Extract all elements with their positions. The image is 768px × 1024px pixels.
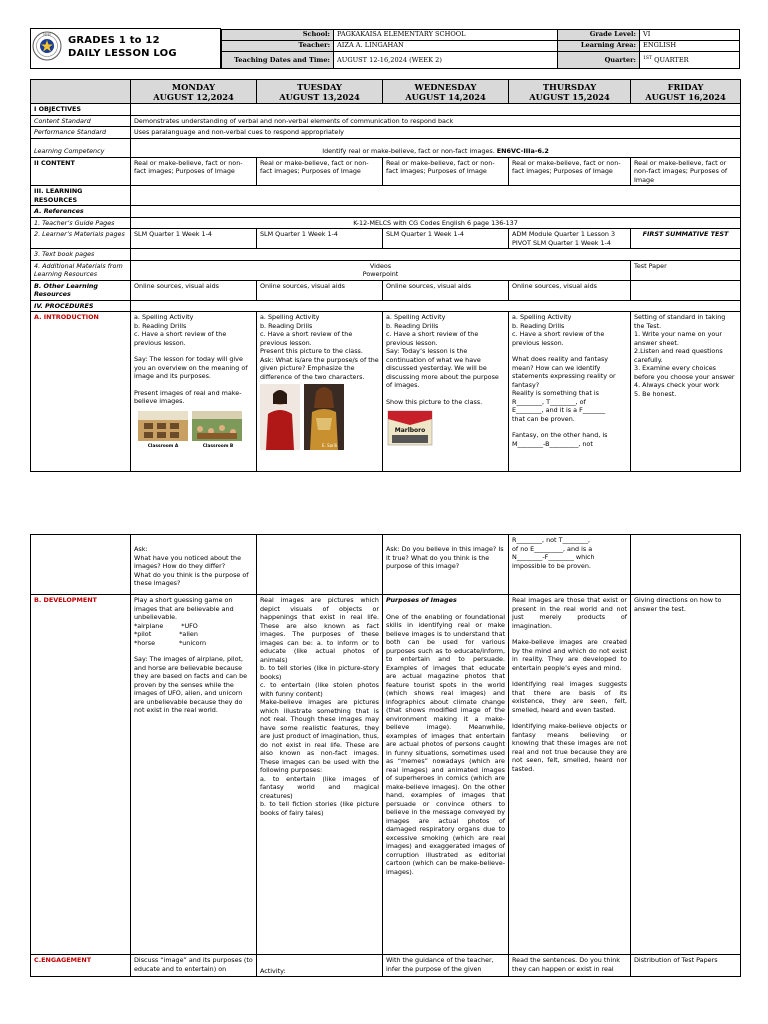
content-standard-value: Demonstrates understanding of verbal and non-verbal elements of communication to respond back	[131, 115, 741, 127]
engagement-thursday: Read the sentences. Do you think they can happen or exist in real	[509, 955, 631, 977]
reality-line: that can be proven.	[512, 414, 575, 423]
content-thursday: Real or make-believe, fact or non-fact images; Purposes of Image	[509, 157, 631, 186]
guess-pair	[134, 639, 253, 648]
dev-paragraph: b. to tell fiction stories (like picture books of fairy tales)	[260, 800, 379, 817]
other-thursday: Online sources, visual aids	[509, 280, 631, 300]
lesson-table-page-2	[30, 534, 741, 977]
guess-pair	[134, 630, 253, 639]
intro-thursday	[509, 312, 631, 472]
development-monday	[131, 595, 257, 955]
ask-question: What have you noticed about the images? How do they differ?	[134, 553, 242, 570]
caption-character: E. Sarili	[322, 443, 338, 448]
resources-label: III. LEARNING RESOURCES	[31, 186, 131, 206]
dev-paragraph: Make-believe images are pictures which illustrate something that is not real. Though these images may have some realistic features, they are just product of imagination, thus, do not exist in real life. These are also known as non-fact images. These images can be used with the following purposes:	[260, 698, 379, 774]
engagement-monday: Discuss “image” and its purposes (to educate and to entertain) on	[131, 955, 257, 977]
day-date: AUGUST 16,2024	[645, 91, 726, 102]
other-tuesday: Online sources, visual aids	[257, 280, 383, 300]
dev-paragraph: c. to entertain (like stolen photos with funny content)	[260, 681, 379, 698]
classroom-images	[134, 409, 246, 449]
continuation-label	[31, 535, 131, 595]
day-header-friday	[631, 80, 741, 104]
day-header-tuesday	[257, 80, 383, 104]
intro-step: a. Spelling Activity	[386, 313, 446, 321]
content-monday: Real or make-believe, fact or non-fact images; Purposes of Image	[131, 157, 257, 186]
continuation-thursday	[509, 535, 631, 595]
guess-item: *UFO	[181, 621, 198, 630]
additional-materials-label: 4. Additional Materials from Learning Resources	[31, 260, 131, 280]
intro-monday-say: Say: The lesson for today will give you an overview on the meaning of image and its purposes.	[134, 355, 248, 380]
dev-paragraph: a. to entertain (like images of fantasy world and magical creatures)	[260, 774, 379, 800]
competency-text: Identify real or make-believe, fact or non-fact images.	[322, 147, 495, 155]
purposes-title: Purposes of Images	[386, 596, 457, 604]
tg-label: 1. Teacher’s Guide Pages	[31, 217, 131, 229]
lesson-table-page-1	[30, 79, 741, 472]
performance-standard-label: Performance Standard	[31, 127, 131, 139]
dev-paragraph: Make-believe images are created by the mind and which do not exist in reality. They are developed to entertain people’s eyes and mind.	[512, 638, 627, 672]
intro-tuesday-present: Present this picture to the class.	[260, 347, 363, 355]
competency-value	[131, 138, 741, 157]
content-tuesday: Real or make-believe, fact or non-fact images; Purposes of Image	[257, 157, 383, 186]
intro-step: c. Have a short review of the previous lesson.	[386, 330, 479, 347]
quarter-value	[640, 52, 740, 69]
lm-thursday	[509, 229, 631, 249]
intro-step: b. Reading Drills	[134, 321, 187, 330]
lm-thursday-line2: PIVOT SLM Quarter 1 Week 1-4	[512, 238, 611, 247]
engagement-wednesday: With the guidance of the teacher, infer the purpose of the given	[383, 955, 509, 977]
intro-friday	[631, 312, 741, 472]
intro-thursday-question: What does reality and fantasy mean? How can we identify statements expressing reality or fantasy?	[512, 355, 616, 389]
dev-paragraph: Real images are pictures which depict visuals of objects or happenings that exist in real life. These are also known as fact images. The purposes of these images can be: a. to inform or to educate (like actual photos of animals)	[260, 596, 379, 664]
other-friday	[631, 280, 741, 300]
test-standard-line: 2.Listen and read questions carefully.	[634, 347, 723, 364]
day-name: TUESDAY	[297, 81, 342, 92]
purposes-body: One of the enabling or foundational skills in identifying real or make believe images is to understand that both can be used for various purposes such as to educate/inform, to entertain and to persuade. Examples of images that educate are actual magazine photos that feature tourist spots in the world (which shows real images) and infographics about climate change (that shows modified image of the environment making it a make-believe image). Meanwhile, examples of images that entertain are actual photos of persons caught in funny situations, sometimes used as “memes” nowadays (which are real images) and animated images of superheroes in comics (which are make-believe images). On the other hand, examples of images that persuade or convince others to believe in the message conveyed by images are actual photos of damaged respiratory organs due to excessive smoking (which are real images) and exaggerated images of corruption illustrated as editorial cartoon (which can be make-believe-images).	[386, 612, 505, 876]
day-header-thursday	[509, 80, 631, 104]
intro-step: a. Spelling Activity	[512, 313, 572, 321]
intro-step: a. Spelling Activity	[260, 313, 320, 321]
svg-text:DEPED: DEPED	[42, 33, 52, 37]
fantasy-line: R________, not T________,	[512, 536, 591, 544]
intro-step: c. Have a short review of the previous lesson.	[512, 330, 605, 347]
fantasy-line: impossible to be proven.	[512, 561, 591, 570]
continuation-monday	[131, 535, 257, 595]
lm-tuesday: SLM Quarter 1 Week 1-4	[257, 229, 383, 249]
other-wednesday: Online sources, visual aids	[383, 280, 509, 300]
development-wednesday	[383, 595, 509, 955]
test-standard-line: 4. Always check your work	[634, 381, 720, 389]
teacher-value: AIZA A. LINGAHAN	[334, 41, 558, 52]
fantasy-line: M________-B_________, not	[512, 439, 593, 448]
teacher-label: Teacher:	[222, 41, 334, 52]
quarter-text: QUARTER	[654, 56, 689, 65]
two-characters-image	[260, 384, 344, 450]
day-date: AUGUST 14,2024	[405, 91, 486, 102]
introduction-label: A. INTRODUCTION	[31, 312, 131, 472]
cigarette-pack-image	[386, 409, 434, 447]
intro-tuesday-ask: Ask: What is/are the purpose/s of the given picture? Emphasize the difference of the two characters.	[260, 355, 379, 381]
title-line-1: GRADES 1 to 12	[68, 35, 160, 46]
intro-step: c. Have a short review of the previous lesson.	[260, 330, 353, 347]
caption-classroom-a: Classroom A	[147, 443, 179, 449]
lesson-log-page-2	[0, 530, 768, 1024]
development-tuesday	[257, 595, 383, 955]
references-label: A. References	[31, 206, 131, 218]
ask-question: What do you think is the purpose of these images?	[134, 570, 249, 587]
engagement-friday: Distribution of Test Papers	[631, 955, 741, 977]
corner-cell	[31, 80, 131, 104]
content-standard-label: Content Standard	[31, 115, 131, 127]
development-thursday	[509, 595, 631, 955]
day-header-wednesday	[383, 80, 509, 104]
development-friday: Giving directions on how to answer the test.	[631, 595, 741, 955]
day-name: THURSDAY	[542, 81, 597, 92]
resources-empty	[131, 186, 741, 206]
intro-step: b. Reading Drills	[386, 321, 439, 330]
intro-wednesday-say: Say: Today’s lesson is the continuation of what we have discussed yesterday. We will be discussing more about the purpose of images.	[386, 347, 499, 389]
tg-value: K-12-MELCS with CG Codes English 6 page 136-137	[131, 217, 741, 229]
content-label: II CONTENT	[31, 157, 131, 186]
guess-item: *pilot	[134, 630, 152, 638]
grade-value: VI	[640, 30, 740, 41]
pack-brand-text: Marlboro	[394, 427, 426, 434]
additional-materials-friday: Test Paper	[631, 260, 741, 280]
intro-step: a. Spelling Activity	[134, 313, 194, 321]
fantasy-line: N________-F________ which	[512, 553, 595, 561]
intro-wednesday	[383, 312, 509, 472]
day-date: AUGUST 12,2024	[153, 91, 234, 102]
reality-line: R________, T________, of	[512, 397, 586, 406]
grade-label: Grade Level:	[558, 30, 640, 41]
engagement-label: C.ENGAGEMENT	[31, 955, 131, 977]
day-date: AUGUST 15,2024	[529, 91, 610, 102]
intro-step: c. Have a short review of the previous lesson.	[134, 330, 227, 347]
reality-line: Reality is something that is	[512, 389, 599, 397]
day-date: AUGUST 13,2024	[279, 91, 360, 102]
document-title	[68, 34, 177, 60]
caption-classroom-b: Classroom B	[202, 443, 234, 449]
day-name: MONDAY	[171, 81, 216, 92]
objectives-empty	[131, 104, 741, 116]
lm-thursday-line1: ADM Module Quarter 1 Lesson 3	[512, 230, 616, 238]
content-friday: Real or make-believe, fact or non-fact images; Purposes of Image	[631, 157, 741, 186]
test-standard-line: 1. Write your name on your answer sheet.	[634, 330, 722, 347]
intro-step: b. Reading Drills	[260, 321, 313, 330]
lm-friday: FIRST SUMMATIVE TEST	[631, 229, 741, 249]
title-line-2: DAILY LESSON LOG	[68, 48, 177, 59]
guess-item: *airplane	[134, 621, 164, 630]
lm-monday: SLM Quarter 1 Week 1-4	[131, 229, 257, 249]
reality-line: E________, and it is a F_______	[512, 406, 606, 414]
competency-code: EN6VC-IIIa-6.2	[496, 147, 549, 155]
guessing-game-intro: Play a short guessing game on images that are believable and unbelievable.	[134, 596, 234, 621]
day-name: FRIDAY	[667, 81, 704, 92]
school-value: PAGKAKAISA ELEMENTARY SCHOOL	[334, 30, 558, 41]
ask-question: Ask: Do you believe in this image? Is it true? What do you think is the purpose of this image?	[386, 545, 504, 570]
guess-pair	[134, 622, 253, 631]
additional-materials-value	[131, 260, 631, 280]
other-resources-label: B. Other Learning Resources	[31, 280, 131, 300]
school-label: School:	[222, 30, 334, 41]
guess-item: *unicorn	[179, 638, 207, 647]
intro-wednesday-show: Show this picture to the class.	[386, 397, 483, 406]
development-label: B. DEVELOPMENT	[31, 595, 131, 955]
quarter-sup: 1ST	[643, 56, 652, 62]
fantasy-line: Fantasy, on the other hand, is	[512, 431, 608, 439]
ask-label: Ask:	[134, 545, 148, 553]
fantasy-line: of no E_________, and is a	[512, 544, 593, 553]
dates-value: AUGUST 12-16,2024 (WEEK 2)	[334, 52, 558, 69]
continuation-friday	[631, 535, 741, 595]
intro-monday-present: Present images of real and make-believe images.	[134, 388, 242, 405]
lm-wednesday: SLM Quarter 1 Week 1-4	[383, 229, 509, 249]
area-value: ENGLISH	[640, 41, 740, 52]
quarter-label: Quarter:	[558, 52, 640, 69]
development-monday-say: Say: The images of airplane, pilot, and horse are believable because they are based on facts and can be proven by the senses while the images of UFO, alien, and unicorn are unbelievable because they do not exist in the real world.	[134, 655, 248, 714]
references-empty	[131, 206, 741, 218]
competency-label: Learning Competency	[31, 138, 131, 157]
intro-monday	[131, 312, 257, 472]
continuation-tuesday	[257, 535, 383, 595]
guess-item: *horse	[134, 638, 156, 647]
content-wednesday: Real or make-believe, fact or non-fact images; Purposes of Image	[383, 157, 509, 186]
header-info-table	[221, 29, 740, 69]
dates-label: Teaching Dates and Time:	[222, 52, 334, 69]
area-label: Learning Area:	[558, 41, 640, 52]
continuation-wednesday	[383, 535, 509, 595]
deped-seal-icon	[32, 31, 62, 61]
test-standard-line: Setting of standard in taking the Test.	[634, 313, 726, 330]
procedures-empty	[131, 300, 741, 312]
lesson-log-page-1	[0, 0, 768, 470]
dev-paragraph: Real images are those that exist or present in the real world and not just merely products of imagination.	[512, 596, 627, 630]
performance-standard-value: Uses paralanguage and non-verbal cues to respond appropriately	[131, 127, 741, 139]
dev-paragraph: b. to tell stories (like in picture-story books)	[260, 664, 379, 681]
lm-label: 2. Learner’s Materials pages	[31, 229, 131, 249]
day-header-monday	[131, 80, 257, 104]
am-line1: Videos	[369, 261, 392, 270]
objectives-label: I OBJECTIVES	[31, 104, 131, 116]
textbook-empty	[131, 249, 741, 261]
test-standard-line: 5. Be honest.	[634, 389, 677, 398]
other-monday: Online sources, visual aids	[131, 280, 257, 300]
procedures-label: IV. PROCEDURES	[31, 300, 131, 312]
engagement-tuesday: Activity:	[257, 955, 383, 977]
intro-step: b. Reading Drills	[512, 321, 565, 330]
textbook-label: 3. Text book pages	[31, 249, 131, 261]
guess-item: *alien	[179, 630, 198, 638]
am-line2: Powerpoint	[362, 270, 399, 278]
day-name: WEDNESDAY	[414, 81, 477, 92]
test-standard-line: 3. Examine every choices before you choose your answer	[634, 364, 735, 381]
dev-paragraph: Identifying make-believe objects or fantasy means believing or knowing that these images are not real and not true because they are not seen, felt, smelled, heard nor tasted.	[512, 722, 627, 773]
intro-tuesday	[257, 312, 383, 472]
dev-paragraph: Identifying real images suggests that there are basis of its existence, they are seen, felt, smelled, heard and even tasted.	[512, 680, 627, 714]
